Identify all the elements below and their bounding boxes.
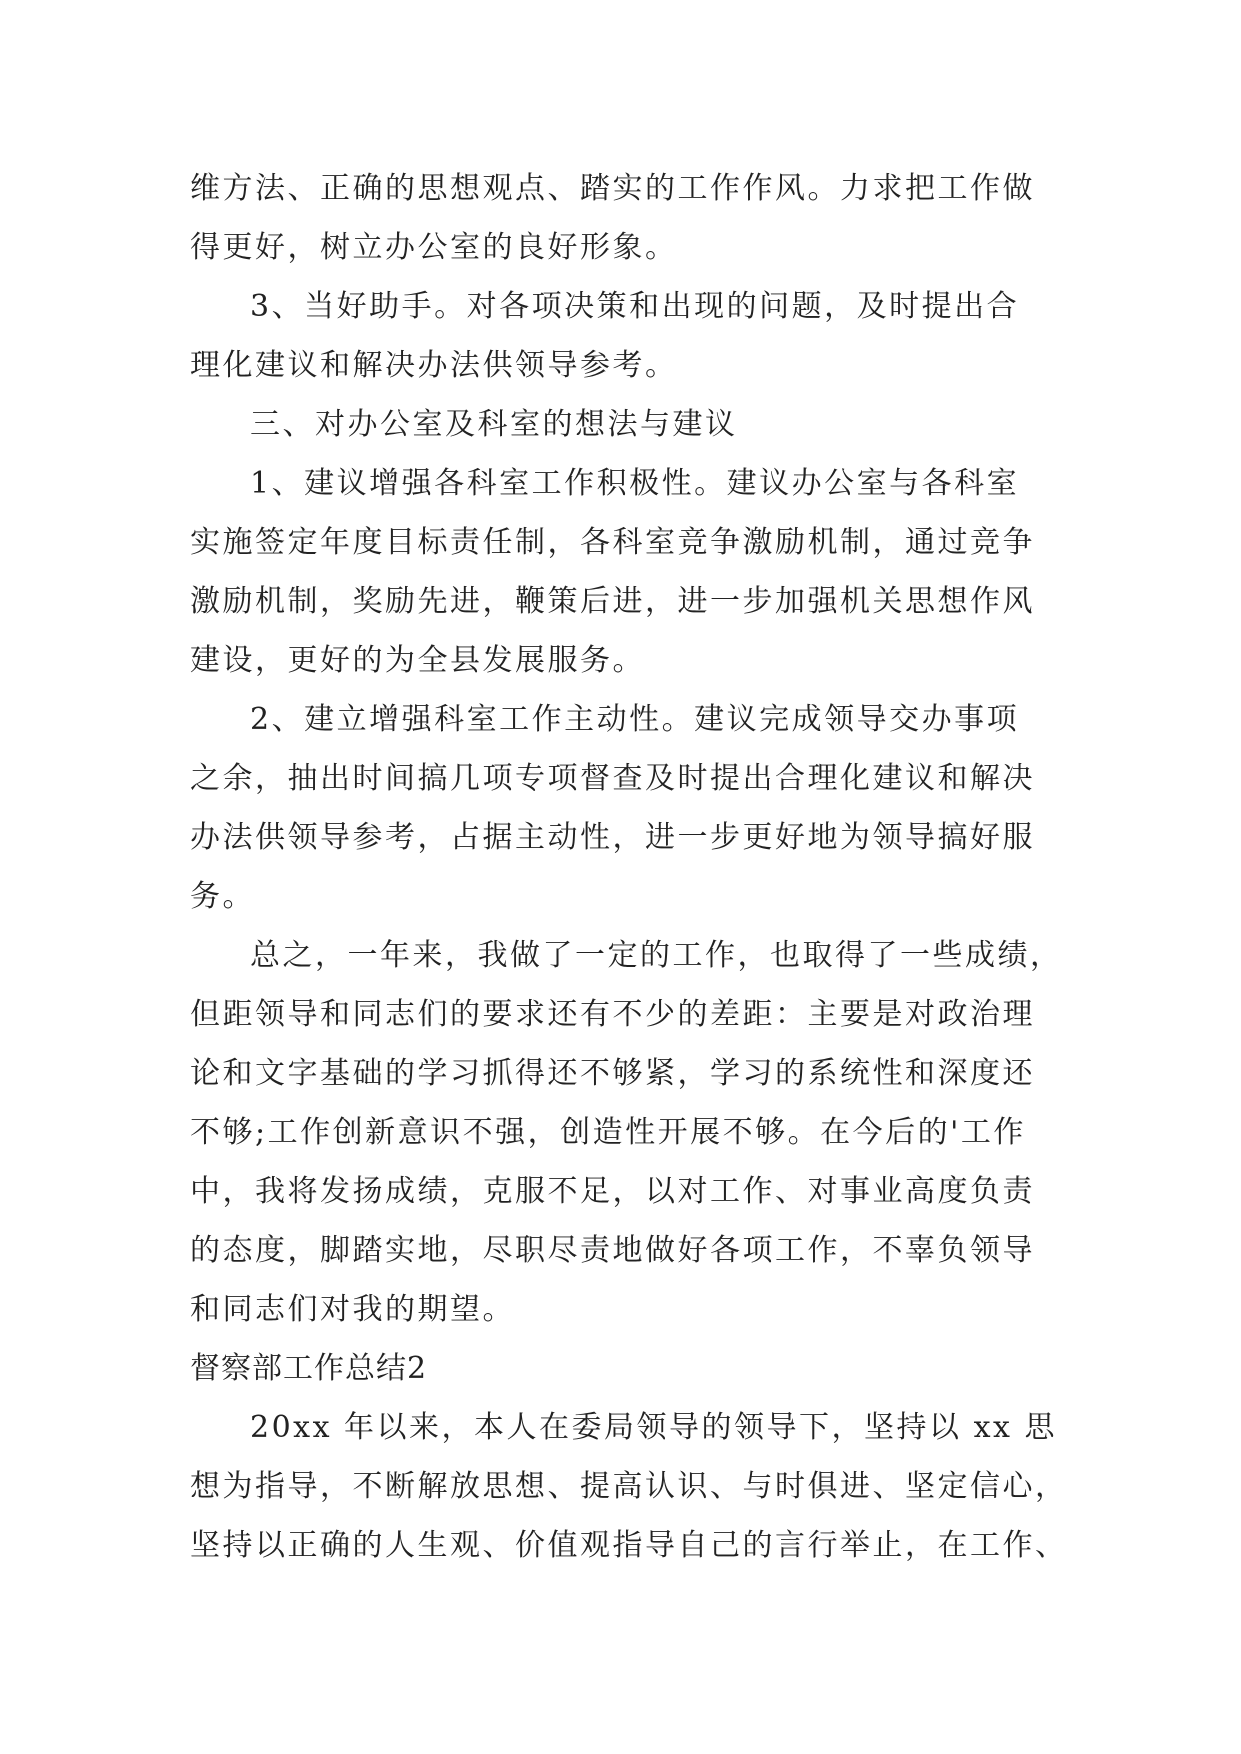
text-line: 激励机制，奖励先进，鞭策后进，进一步加强机关思想作风 — [190, 584, 1035, 619]
text-line: 实施签定年度目标责任制，各科室竞争激励机制，通过竞争 — [190, 525, 1035, 560]
text-line: 1、建议增强各科室工作积极性。建议办公室与各科室 — [250, 466, 1020, 501]
document-body — [190, 159, 1068, 1575]
text-line: 论和文字基础的学习抓得还不够紧，学习的系统性和深度还 — [190, 1056, 1035, 1091]
text-line: 之余，抽出时间搞几项专项督查及时提出合理化建议和解决 — [190, 761, 1035, 796]
text-line: 得更好，树立办公室的良好形象。 — [190, 230, 678, 265]
text-line: 的态度，脚踏实地，尽职尽责地做好各项工作，不辜负领导 — [190, 1233, 1035, 1268]
text-line: 3、当好助手。对各项决策和出现的问题，及时提出合 — [250, 289, 1020, 324]
text-line: 20xx 年以来，本人在委局领导的领导下，坚持以 xx 思 — [250, 1410, 1057, 1445]
text-line: 务。 — [190, 879, 255, 914]
text-line: 理化建议和解决办法供领导参考。 — [190, 348, 678, 383]
text-line: 但距领导和同志们的要求还有不少的差距：主要是对政治理 — [190, 997, 1035, 1032]
text-line: 想为指导，不断解放思想、提高认识、与时俱进、坚定信心， — [190, 1469, 1068, 1504]
text-line: 和同志们对我的期望。 — [190, 1292, 515, 1327]
document-title: 督察部工作总结2 — [190, 1351, 428, 1386]
text-line: 2、建立增强科室工作主动性。建议完成领导交办事项 — [250, 702, 1020, 737]
text-line: 办法供领导参考，占据主动性，进一步更好地为领导搞好服 — [190, 820, 1035, 855]
text-line: 维方法、正确的思想观点、踏实的工作作风。力求把工作做 — [190, 171, 1035, 206]
text-line: 建设，更好的为全县发展服务。 — [190, 643, 645, 678]
text-line: 中，我将发扬成绩，克服不足，以对工作、对事业高度负责 — [190, 1174, 1035, 1209]
text-line: 不够;工作创新意识不强，创造性开展不够。在今后的'工作 — [190, 1115, 1026, 1150]
section-heading: 三、对办公室及科室的想法与建议 — [250, 407, 738, 442]
text-line: 总之，一年来，我做了一定的工作，也取得了一些成绩， — [250, 938, 1063, 973]
text-line: 坚持以正确的人生观、价值观指导自己的言行举止，在工作、 — [190, 1528, 1068, 1563]
